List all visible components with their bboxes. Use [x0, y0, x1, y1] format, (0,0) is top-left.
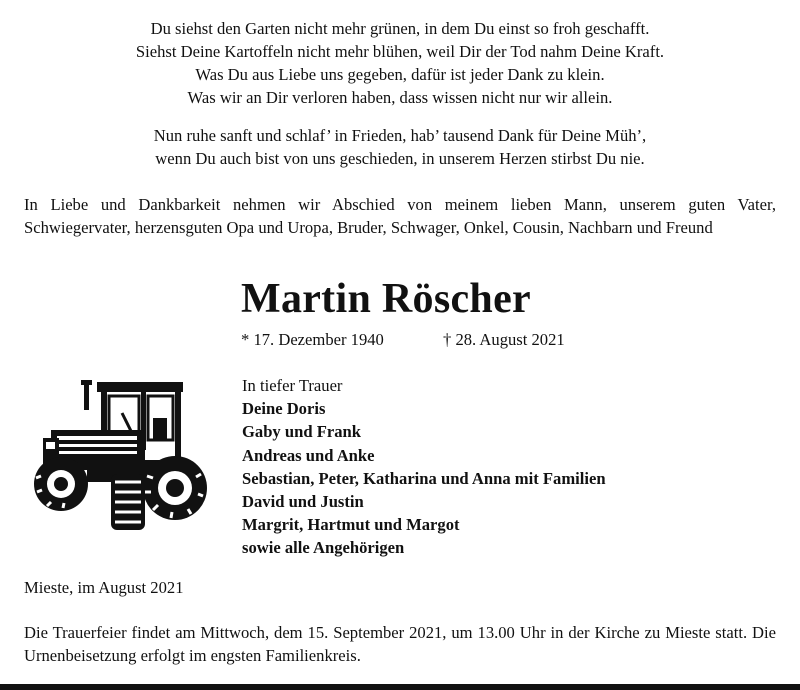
poem-line: Nun ruhe sanft und schlaf’ in Frieden, hab’ tausend Dank für Deine Müh’, [153, 126, 647, 145]
poem-line: wenn Du auch bist von uns geschieden, in unserem Herzen stirbst Du nie. [155, 149, 645, 168]
intro-text: In Liebe und Dankbarkeit nehmen wir Abschied von meinem lieben Mann, unserem guten Vater, Schwiegervater, herzensguten Opa und Uropa, Bruder, Schwager, Onkel, Cousin, Nachbarn und Freund [24, 195, 776, 237]
death-date: † 28. August 2021 [443, 330, 565, 349]
mourners-list [242, 374, 606, 560]
mourner-name: Gaby und Frank [242, 422, 361, 442]
mourner-name: Sebastian, Peter, Katharina und Anna mit Familien [242, 468, 606, 488]
mourner-name: David und Justin [242, 492, 364, 512]
poem-line: Siehst Deine Kartoffeln nicht mehr blühen, weil Dir der Tod nahm Deine Kraft. [135, 42, 665, 61]
place-date: Mieste, im August 2021 [24, 578, 184, 597]
mourner-name: Margrit, Hartmut und Margot [242, 515, 460, 535]
poem-stanza-2 [0, 124, 800, 170]
birth-date: * 17. Dezember 1940 [241, 330, 384, 349]
poem-line: Was wir an Dir verloren haben, dass wissen nicht nur wir allein. [187, 88, 613, 107]
funeral-info: Die Trauerfeier findet am Mittwoch, dem 15. September 2021, um 13.00 Uhr in der Kirche zu Mieste statt. Die Urnenbeisetzung erfolgt im engsten Familienkreis. [24, 623, 776, 665]
mourner-name: sowie alle Angehörigen [242, 538, 405, 558]
poem-line: Was Du aus Liebe uns gegeben, dafür ist jeder Dank zu klein. [195, 65, 605, 84]
mourner-name: Deine Doris [242, 399, 326, 419]
poem-stanza-1 [0, 17, 800, 109]
mourner-name: Andreas und Anke [242, 445, 375, 465]
deceased-name: Martin Röscher [241, 276, 531, 322]
poem-line: Du siehst den Garten nicht mehr grünen, in dem Du einst so froh geschafft. [150, 19, 650, 38]
tractor-icon [27, 378, 207, 533]
mourning-heading: In tiefer Trauer [242, 376, 343, 395]
